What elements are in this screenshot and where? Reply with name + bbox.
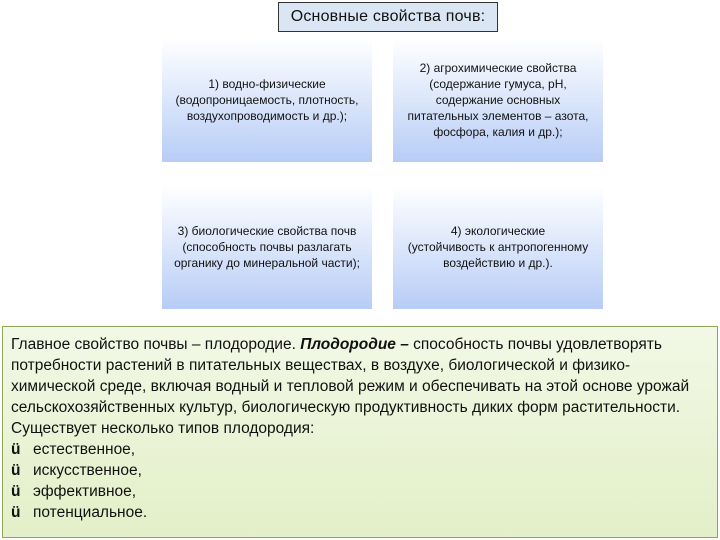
property-card-water-physical (162, 38, 372, 162)
diagram-title-text: Основные свойства почв: (290, 8, 486, 25)
property-card-text: 3) биологические свойства почв (способность почвы разлагать органику до минеральной части); (174, 224, 360, 270)
check-icon: ü (11, 483, 21, 500)
diagram-title (278, 2, 498, 32)
definition-term: Плодородие – (300, 336, 409, 353)
fertility-type: потенциальное. (33, 504, 148, 521)
fertility-types-list (11, 439, 709, 523)
list-item (11, 439, 709, 460)
definition-body: способность почвы удовлетворять потребности растений в питательных веществах, в воздухе, биологической и физико-химической среде, включая водный и тепловой режим и обеспечивать на этой основе урожай сельскохозяйственных культур, биологическую продуктивность диких форм растительности. Существует несколько типов плодородия: (11, 336, 690, 437)
list-item (11, 481, 709, 502)
check-icon: ü (11, 504, 21, 521)
check-icon: ü (11, 441, 21, 458)
property-card-biological (162, 185, 372, 309)
property-card-ecological (393, 185, 603, 309)
check-icon: ü (11, 462, 21, 479)
property-card-text: 2) агрохимические свойства (содержание гумуса, pH, содержание основных питательных элементов – азота, фосфора, калия и др.); (407, 61, 589, 139)
fertility-definition-box (2, 326, 718, 538)
fertility-type: искусственное, (33, 462, 142, 479)
list-item (11, 460, 709, 481)
list-item (11, 502, 709, 523)
fertility-type: эффективное, (33, 483, 137, 500)
fertility-type: естественное, (33, 441, 136, 458)
property-card-text: 4) экологические (устойчивость к антропогенному воздействию и др.). (407, 224, 589, 270)
property-card-text: 1) водно-физические (водопроницаемость, плотность, воздухопроводимость и др.); (175, 77, 359, 123)
definition-intro: Главное свойство почвы – плодородие. (11, 336, 301, 353)
fertility-definition (11, 334, 709, 439)
property-card-agrochemical (393, 38, 603, 162)
